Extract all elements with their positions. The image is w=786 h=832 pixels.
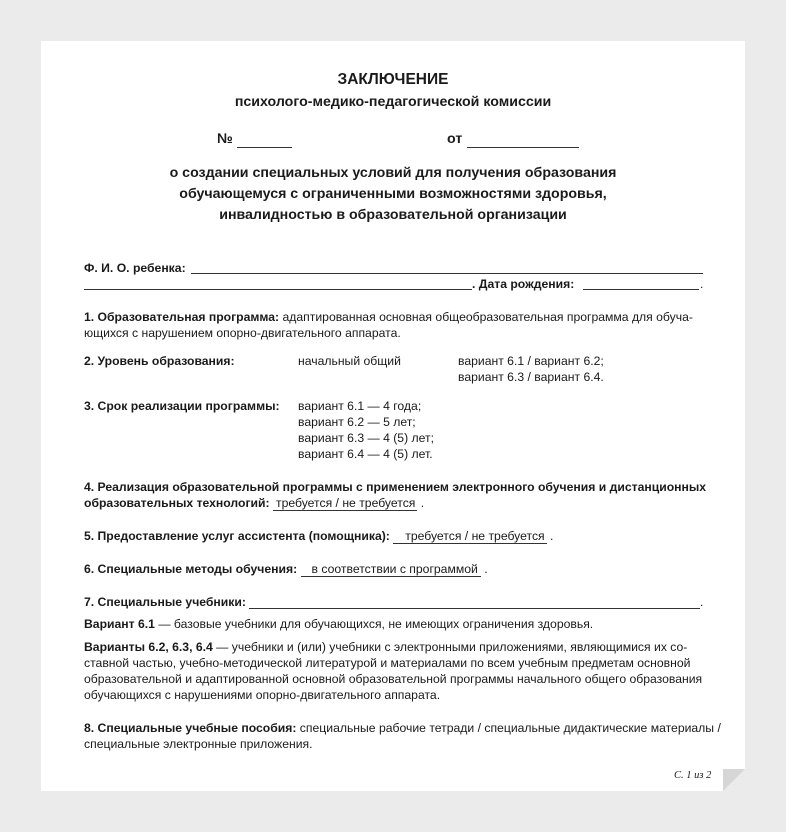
period: .	[484, 562, 488, 576]
section-1-label: 1. Образовательная программа:	[84, 310, 280, 324]
variants-text-3: образовательной и адаптированной основной образовательной программы начального общего образования	[84, 672, 703, 686]
section-1-text: адаптированная основная общеобразовательная программа для обуча-	[279, 310, 693, 324]
section-5	[84, 528, 553, 544]
page-corner-fold	[723, 769, 745, 791]
heading-line-3: инвалидностью в образовательной организации	[219, 207, 567, 223]
document-title: ЗАКЛЮЧЕНИЕ	[337, 71, 449, 88]
child-name-label: Ф. И. О. ребенка:	[84, 261, 186, 275]
child-name-field-continued[interactable]	[84, 289, 472, 290]
section-8-text-2: специальные электронные приложения.	[84, 737, 313, 751]
education-level: начальный общий	[298, 354, 401, 368]
period: .	[700, 277, 704, 291]
period: .	[420, 496, 425, 510]
duration-item: вариант 6.3 — 4 (5) лет;	[298, 431, 434, 445]
section-6-value[interactable]: в соответствии с программой	[301, 562, 481, 577]
from-label: от	[447, 131, 463, 147]
number-field[interactable]	[237, 147, 292, 148]
birth-date-label: . Дата рождения:	[472, 277, 575, 291]
period: .	[700, 595, 704, 609]
section-8-label: 8. Специальные учебные пособия:	[84, 721, 297, 735]
section-4-value[interactable]: требуется / не требуется	[273, 496, 417, 511]
page-number: С. 1 из 2	[674, 770, 712, 781]
period: .	[550, 529, 554, 543]
heading-line-2: обучающемуся с ограниченными возможностями здоровья,	[179, 186, 607, 202]
variants-6-2-6-4	[84, 639, 687, 655]
section-2-label: 2. Уровень образования:	[84, 354, 235, 368]
section-1	[84, 309, 693, 325]
education-variants-1: вариант 6.1 / вариант 6.2;	[458, 354, 604, 368]
variants-text-2: ставной частью, учебно-методической литературой и материалами по всем учебным предметам основной	[84, 656, 691, 670]
section-6-label: 6. Специальные методы обучения:	[84, 562, 298, 576]
child-name-field[interactable]	[191, 273, 703, 274]
number-label: №	[217, 131, 233, 147]
section-5-value[interactable]: требуется / не требуется	[393, 529, 546, 544]
birth-date-field[interactable]	[583, 289, 699, 290]
textbooks-field[interactable]	[249, 608, 700, 609]
variant-6-1	[84, 616, 593, 632]
section-8-text: специальные рабочие тетради / специальные дидактические материалы /	[296, 721, 721, 735]
section-4-label-2: образовательных технологий:	[84, 496, 270, 510]
section-8	[84, 720, 721, 736]
variants-text-4: обучающихся с нарушениями опорно-двигательного аппарата.	[84, 688, 441, 702]
heading-line-1: о создании специальных условий для получения образования	[169, 165, 617, 181]
section-4-label: 4. Реализация образовательной программы с применением электронного обучения и дистанционных	[84, 480, 707, 494]
duration-item: вариант 6.4 — 4 (5) лет.	[298, 447, 433, 461]
section-4-line-2	[84, 495, 424, 511]
variants-label: Варианты 6.2, 6.3, 6.4	[84, 640, 213, 654]
section-1-text-2: ющихся с нарушением опорно-двигательного аппарата.	[84, 326, 401, 340]
duration-item: вариант 6.2 — 5 лет;	[298, 415, 416, 429]
section-7-label: 7. Специальные учебники:	[84, 595, 246, 609]
variant-6-1-text: — базовые учебники для обучающихся, не имеющих ограничения здоровья.	[154, 617, 594, 631]
section-5-label: 5. Предоставление услуг ассистента (помощника):	[84, 529, 390, 543]
variant-6-1-label: Вариант 6.1	[84, 617, 155, 631]
document-page	[41, 41, 745, 791]
duration-item: вариант 6.1 — 4 года;	[298, 399, 422, 413]
date-field[interactable]	[467, 147, 579, 148]
variants-text: — учебники и (или) учебники с электронными приложениями, являющимися их со-	[212, 640, 688, 654]
section-3-label: 3. Срок реализации программы:	[84, 399, 280, 413]
section-6	[84, 561, 488, 577]
education-variants-2: вариант 6.3 / вариант 6.4.	[458, 370, 604, 384]
document-subtitle: психолого-медико-педагогической комиссии	[234, 94, 552, 110]
